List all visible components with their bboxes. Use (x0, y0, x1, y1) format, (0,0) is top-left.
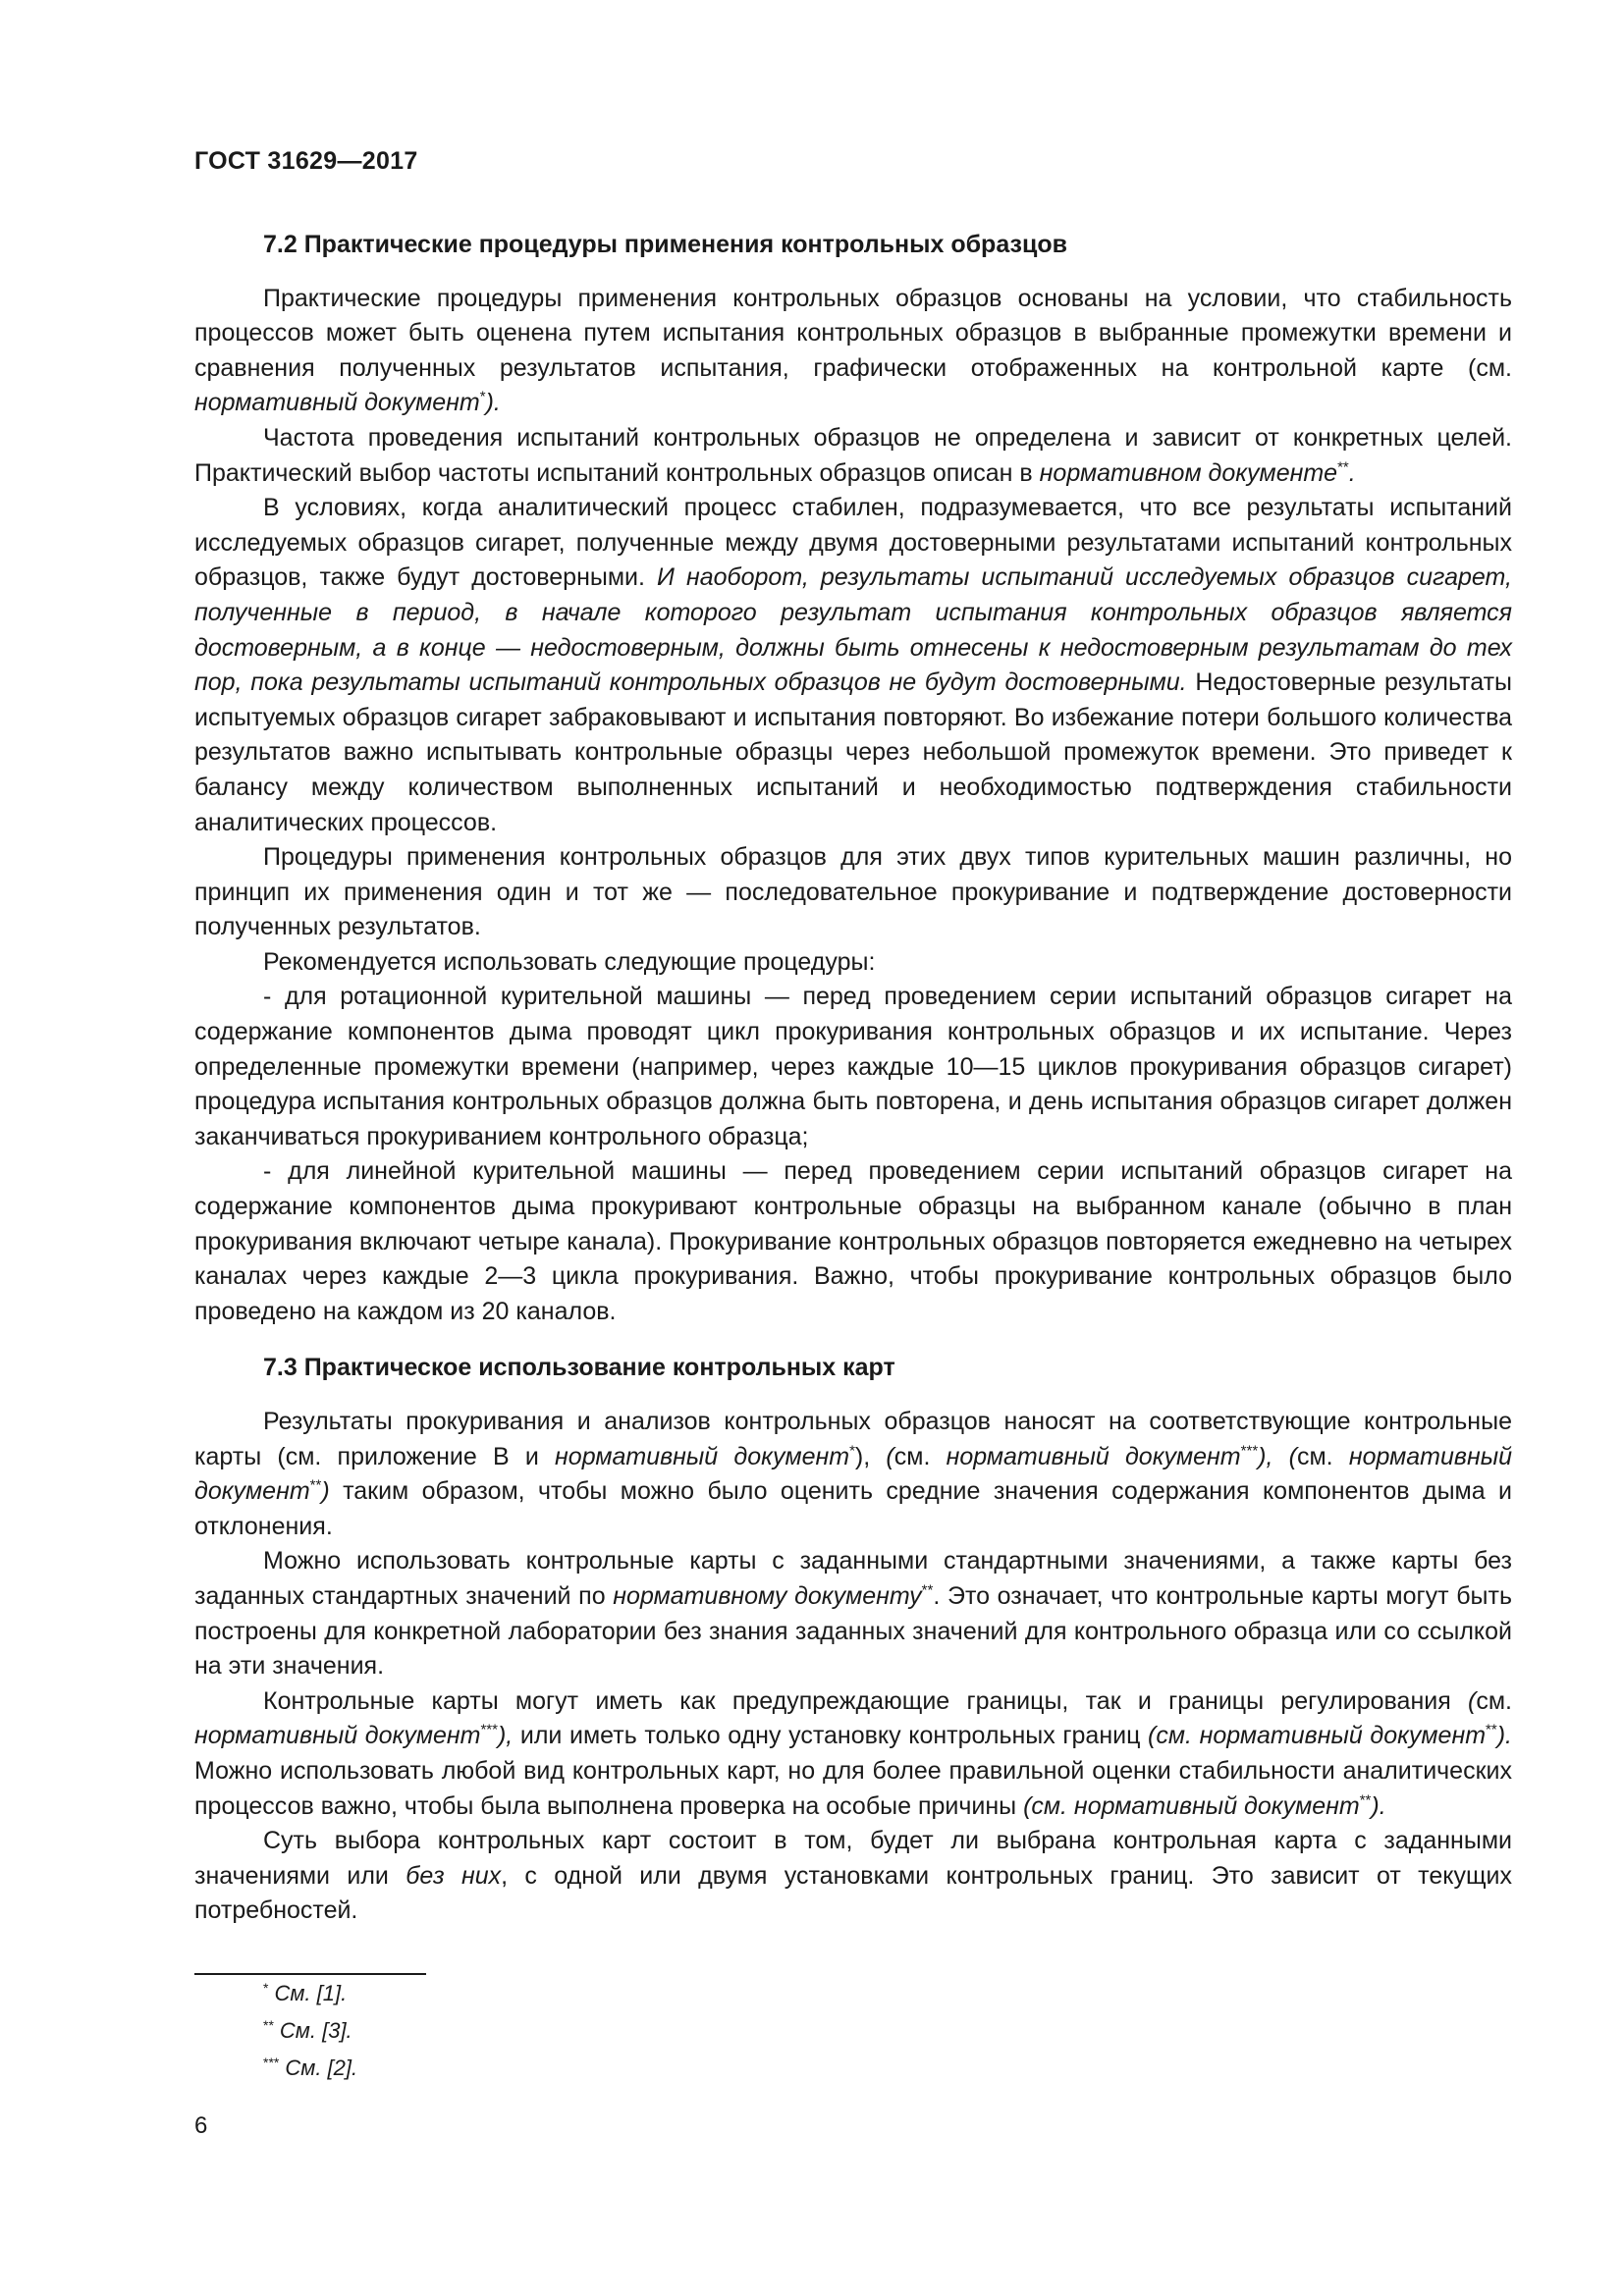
paragraph (194, 1684, 1512, 1824)
footnote-ref: ** (1486, 1722, 1497, 1739)
footnote-ref: ** (921, 1581, 934, 1599)
section-title-7-3: 7.3 Практическое использование контрольных карт (263, 1354, 895, 1382)
section-title-7-2: 7.2 Практические процедуры применения контрольных образцов (263, 231, 1067, 258)
paragraph (194, 1544, 1512, 1683)
text-run-italic: ), (1258, 1442, 1289, 1470)
document-body (194, 228, 1512, 1929)
footnote (263, 1975, 357, 2012)
paragraph (194, 1824, 1512, 1929)
footnote-ref: *** (1240, 1442, 1259, 1460)
text-run-italic: ( (1468, 1686, 1477, 1715)
text-run-italic: И наоборот, результаты испытаний исследуемых образцов сигарет, полученные в период, в начале которого результат испытания контрольных образцов является достоверным, а в конце — недостоверным, должны быть отнесены к недостоверным результатам до тех пор, пока результаты испытаний контрольных образцов не будут достоверными. (194, 563, 1512, 697)
footnote-ref: * (479, 389, 486, 406)
footnote-ref: *** (480, 1722, 498, 1739)
text-run: , с одной или двумя установками контрольных границ. Это зависит от текущих потребностей. (194, 1861, 1512, 1925)
list-item: - для ротационной курительной машины — перед проведением серии испытаний образцов сигарет на содержание компонентов дыма проводят цикл прокуривания контрольных образцов и их испытание. Через определенные промежутки времени (например, через каждые 10—15 циклов прокуривания образцов сигарет) процедура испытания контрольных образцов должна быть повторена, и день испытания образцов сигарет должен заканчиваться прокуриванием контрольного образца; (194, 983, 1512, 1150)
footnotes (263, 1975, 357, 2087)
text-run: ), (854, 1442, 887, 1470)
paragraph (194, 491, 1512, 840)
text-run-italic: без них (406, 1861, 502, 1890)
footnote-ref: ** (1337, 458, 1349, 476)
paragraph (194, 1405, 1512, 1544)
text-run: Суть выбора контрольных карт состоит в том, будет ли выбрана контрольная карта с заданными значениями или (194, 1827, 1512, 1890)
text-run-italic: ). (485, 389, 501, 417)
text-run-italic: нормативному документу (613, 1581, 922, 1610)
paragraph (194, 282, 1512, 421)
text-run-italic: ( (886, 1442, 894, 1470)
text-run-italic: нормативный документ (194, 1442, 1513, 1506)
text-run: Можно использовать любой вид контрольных карт, но для более правильной оценки стабильности аналитических процессов важно, чтобы была выполнена проверка на особые причины (194, 1756, 1512, 1820)
text-run: Частота проведения испытаний контрольных образцов не определена и зависит от конкретных целей. Практический выбор частоты испытаний контрольных образцов описан в (194, 423, 1512, 487)
page-number: 6 (194, 2112, 208, 2139)
text-run-italic: ). (1371, 1791, 1386, 1820)
footnote-mark: ** (263, 2016, 274, 2033)
footnote (263, 2050, 357, 2087)
text-run: см. (893, 1442, 947, 1470)
footnote-text: См. [1]. (274, 1981, 348, 2005)
text-run: Можно использовать контрольные карты с заданными стандартными значениями, а также карты без заданных стандартных значений по (194, 1547, 1512, 1610)
paragraph: Рекомендуется использовать следующие процедуры: (263, 947, 876, 976)
footnote-ref: ** (1359, 1791, 1372, 1809)
paragraph (194, 421, 1512, 491)
text-run: . Это означает, что контрольные карты могут быть построены для конкретной лаборатории без знания заданных значений для контрольного образца или со ссылкой на эти значения. (194, 1581, 1512, 1681)
text-run-italic: ). (1496, 1722, 1512, 1750)
text-run-italic: нормативный документ (555, 1442, 850, 1470)
text-run: В условиях, когда аналитический процесс стабилен, подразумевается, что все результаты испытаний исследуемых образцов сигарет, полученные между двумя достоверными результатами испытаний контрольных образцов, также будут достоверными. (194, 494, 1512, 592)
text-run-italic: ), (497, 1722, 514, 1750)
text-run: см. (1296, 1442, 1349, 1470)
text-run-italic: ) (321, 1477, 330, 1506)
paragraph: Процедуры применения контрольных образцов для этих двух типов курительных машин различны, но принцип их применения один и тот же — последовательное прокуривание и подтверждение достоверности полученных результатов. (194, 843, 1512, 941)
text-run-italic: (см. нормативный документ (1023, 1791, 1360, 1820)
footnote-text: См. [3]. (279, 2018, 352, 2043)
standard-header: ГОСТ 31629—2017 (194, 147, 418, 175)
text-run: Недостоверные результаты испытуемых образцов сигарет забраковывают и испытания повторяют. Во избежание потери большого количества результатов важно испытывать контрольные образцы через небольшой промежуток времени. Это приведет к балансу между количеством выполненных испытаний и необходимостью подтверждения стабильности аналитических процессов. (194, 668, 1512, 836)
text-run-italic: нормативный документ (194, 389, 480, 417)
footnote-ref: * (849, 1442, 855, 1460)
text-run: см. (1476, 1686, 1512, 1715)
list-item: - для линейной курительной машины — перед проведением серии испытаний образцов сигарет на содержание компонентов дыма прокуривают контрольные образцы на выбранном канале (обычно в план прокуривания включают четыре канала). Прокуривание контрольных образцов повторяется ежедневно на четырех каналах через каждые 2—3 цикла прокуривания. Важно, чтобы прокуривание контрольных образцов было проведено на каждом из 20 каналов. (194, 1157, 1512, 1325)
text-run-italic: . (1348, 458, 1356, 487)
footnote-text: См. [2]. (285, 2056, 358, 2080)
text-run: таким образом, чтобы можно было оценить средние значения содержания компонентов дыма и отклонения. (194, 1477, 1512, 1540)
text-run: Практические процедуры применения контрольных образцов основаны на условии, что стабильность процессов может быть оценена путем испытания контрольных образцов в выбранные промежутки времени и сравнения полученных результатов испытания, графически отображенных на контрольной карте (194, 284, 1512, 382)
text-run-italic: нормативный документ (946, 1442, 1241, 1470)
text-run: (см. (1468, 353, 1512, 382)
text-run-italic: нормативный документ (194, 1722, 481, 1750)
text-run-italic: нормативном документе (1039, 458, 1338, 487)
footnote (263, 2012, 357, 2050)
footnote-mark: * (263, 1979, 269, 1996)
text-run: Контрольные карты могут иметь как предупреждающие границы, так и границы регулирования (263, 1686, 1469, 1715)
text-run: Результаты прокуривания и анализов контрольных образцов наносят на соответствующие контрольные карты (см. приложение В и (194, 1408, 1512, 1470)
text-run-italic: (см. нормативный документ (1148, 1722, 1487, 1750)
footnote-mark: *** (263, 2054, 280, 2070)
text-run-italic: ( (1288, 1442, 1297, 1470)
text-run: или иметь только одну установку контрольных границ (513, 1722, 1149, 1750)
footnote-ref: ** (309, 1476, 322, 1494)
